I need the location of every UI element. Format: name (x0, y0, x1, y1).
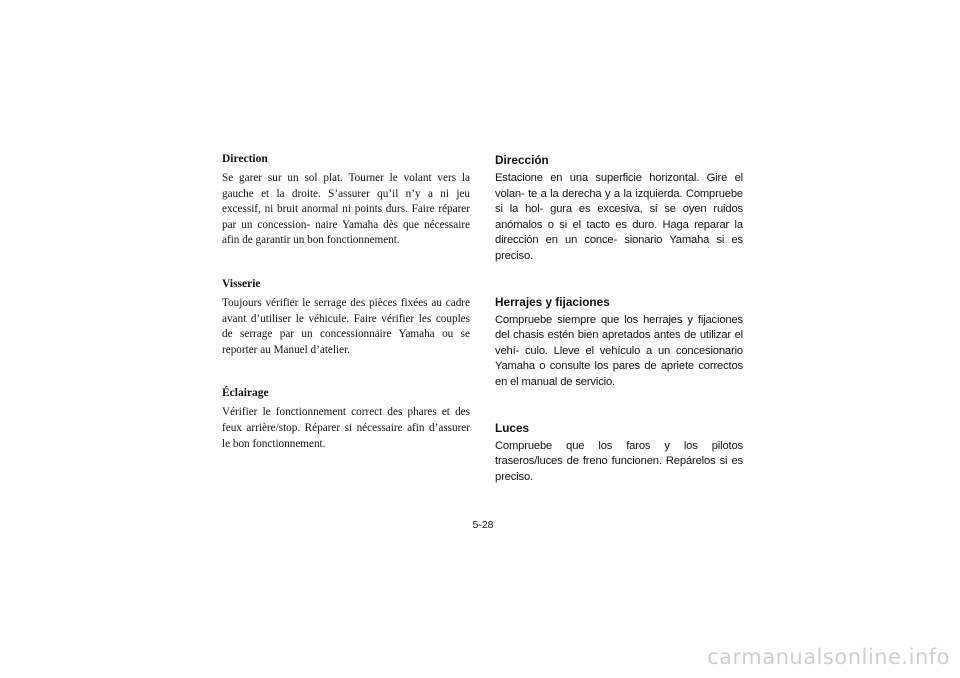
body-line: te a la derecha y a la izquierda. Compruebe si la hol- (495, 187, 743, 216)
body-line: consulte los pares de apriete correctos en el manual (495, 360, 744, 388)
body-line: Manuel d’atelier. (273, 343, 350, 356)
body-line: Toujours vérifier le serrage des pièces fixées au cadre (222, 296, 470, 309)
section-heading: Luces (495, 420, 530, 435)
section-herrajes-es (495, 294, 743, 391)
body-line: Compruebe que los faros y los pilotos traseros/luces (495, 439, 743, 468)
body-line: serrage par un concessionnaire Yamaha ou se reporter au (222, 328, 470, 356)
section-heading: Visserie (222, 277, 261, 290)
section-heading: Dirección (495, 153, 549, 167)
spanish-column (495, 152, 743, 485)
body-line: de servicio. (560, 375, 616, 388)
section-body (495, 171, 743, 265)
section-eclairage-fr (222, 386, 470, 452)
body-line: Compruebe siempre que los herrajes y fijaciones del (495, 313, 743, 342)
section-body (495, 439, 743, 486)
body-line: et la droite. S’assurer qu’il n’y a ni jeu excessif, ni bruit (222, 187, 470, 216)
body-line: sionario Yamaha si es preciso. (495, 234, 743, 262)
body-line: Vérifier le fonctionnement correct des phares et des feux (222, 406, 470, 434)
body-line: arrière/stop. Réparer si nécessaire afin d’assurer le bon (222, 421, 470, 450)
section-body (222, 296, 470, 358)
body-line: Se garer sur un sol plat. Tourner le volant vers la gauche (222, 172, 470, 200)
body-line: naire Yamaha dès que nécessaire afin de garantir un bon (222, 218, 471, 247)
body-line: avant d’utiliser le véhicule. Faire vérifier les couples de (222, 312, 470, 341)
section-body (495, 313, 743, 391)
section-body (222, 171, 470, 249)
body-line: chasis estén bien apretados antes de utilizar el vehí- (495, 329, 743, 357)
section-visserie-fr (222, 277, 470, 358)
section-luces-es (495, 420, 743, 486)
body-line: anormal ni points durs. Faire réparer par un concession- (222, 203, 470, 231)
section-direction-fr (222, 152, 470, 249)
section-heading: Herrajes y fijaciones (495, 294, 610, 309)
body-line: Estacione en una superficie horizontal. Gire el volan- (495, 172, 743, 200)
body-line: fonctionnement. (326, 234, 400, 247)
watermark: carmanualsonline.info (707, 645, 950, 669)
page-number: 5-28 (472, 519, 494, 531)
body-line: fonctionnement. (252, 437, 326, 450)
section-heading: Direction (222, 153, 268, 165)
section-body (222, 405, 470, 452)
french-column (222, 152, 470, 452)
section-heading: Éclairage (222, 387, 269, 400)
body-line: tacto es duro. Haga reparar la dirección en un conce- (495, 218, 743, 247)
body-line: gura es excesiva, si se oyen ruidos anómalos o si el (495, 203, 743, 231)
section-direccion-es (495, 152, 743, 265)
body-line: culo. Lleve el vehículo a un concesionario Yamaha o (495, 344, 743, 373)
body-line: de freno funcionen. Repárelos si es preciso. (495, 455, 743, 483)
